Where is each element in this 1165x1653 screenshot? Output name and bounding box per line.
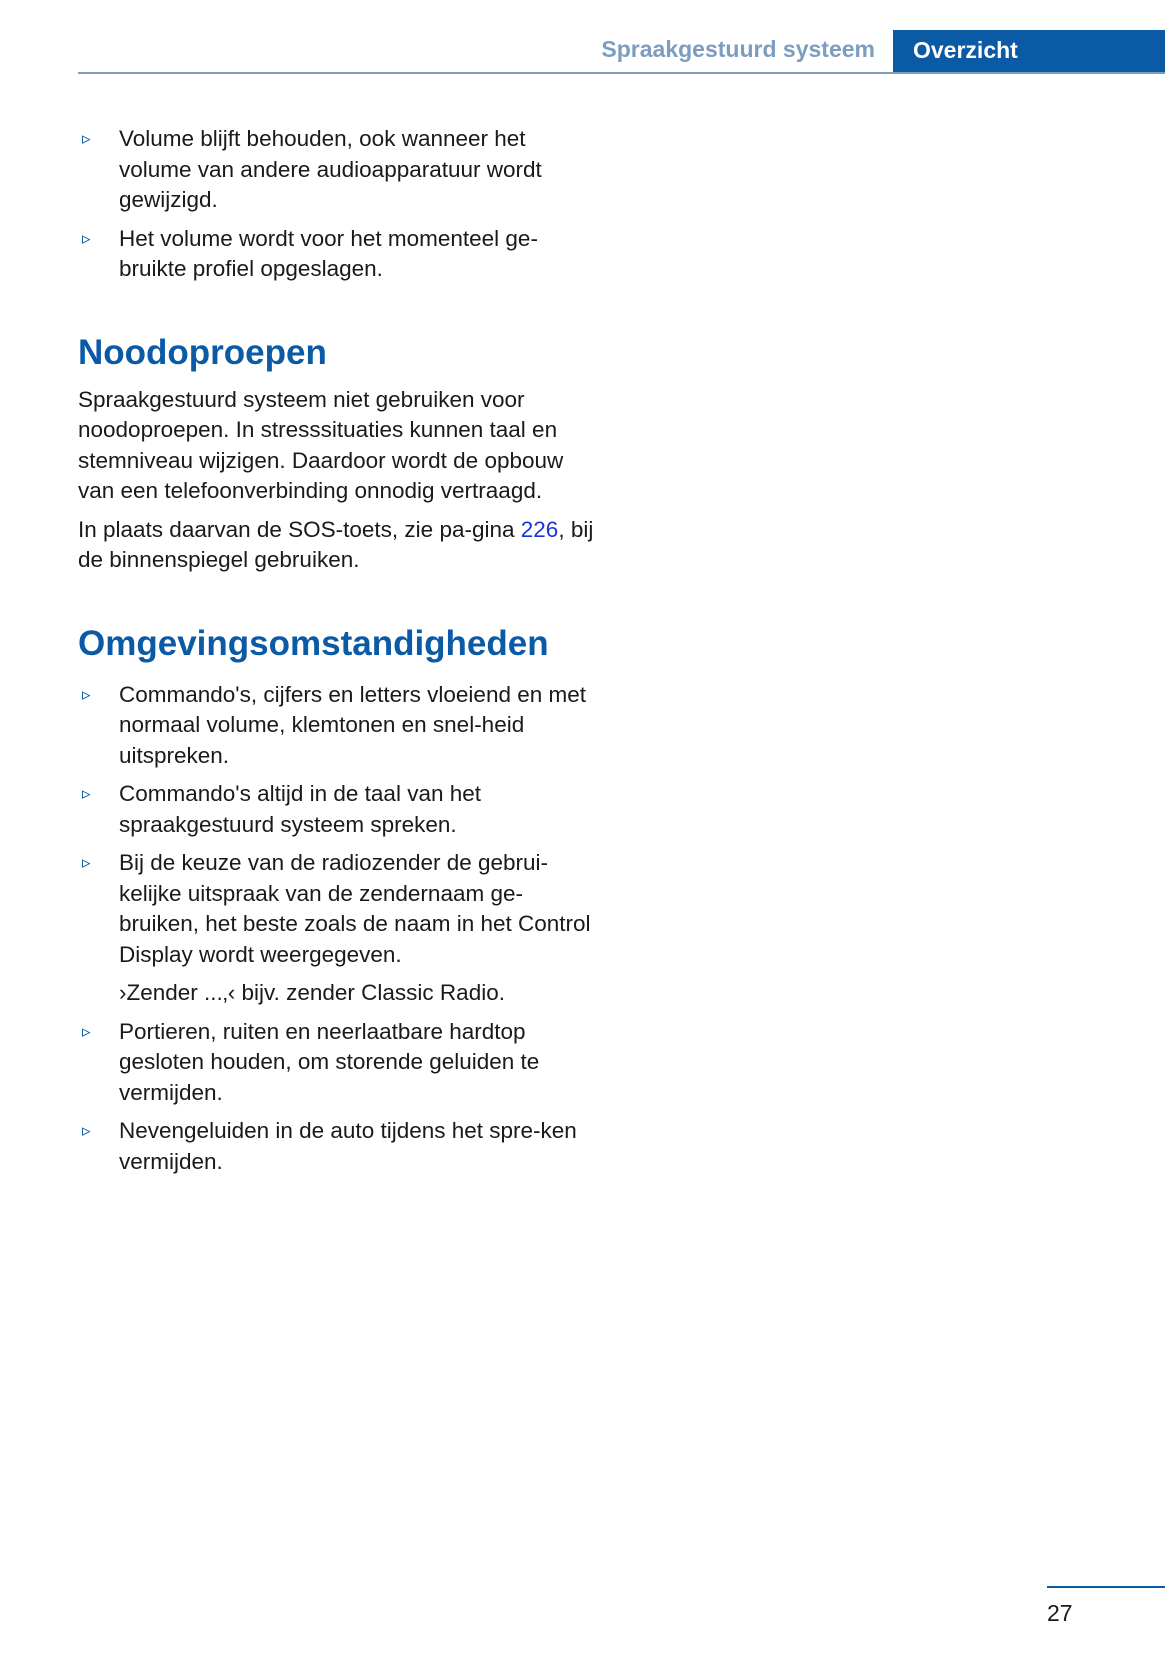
header-divider xyxy=(78,72,1165,74)
bullet-triangle-icon: ▹ xyxy=(82,684,91,704)
list-item-text: Bij de keuze van de radiozender de gebrui-kelijke uitspraak van de zendernaam ge-bruiken, het beste zoals de naam in het Control Display wordt weergegeven. xyxy=(119,850,591,967)
intro-bullet-list xyxy=(78,124,598,285)
main-column xyxy=(78,124,598,1185)
page-reference-link[interactable]: 226 xyxy=(520,516,559,542)
voice-command-example: ›Zender ...‚‹ bijv. zender Classic Radio. xyxy=(119,980,505,1005)
list-item-text: Commando's, cijfers en letters vloeiend en met normaal volume, klemtonen en snel-heid uitspreken. xyxy=(119,681,587,768)
bullet-triangle-icon: ▹ xyxy=(82,1021,91,1041)
page-number: 27 xyxy=(1047,1600,1073,1626)
list-item xyxy=(78,224,598,285)
paragraph-noodoproepen-warning: Spraakgestuurd systeem niet gebruiken voor noodoproepen. In stresssituaties kunnen taal en stemniveau wijzigen. Daardoor wordt de opbouw van een telefoonverbinding onnodig vertraagd. xyxy=(78,386,564,503)
bullet-triangle-icon: ▹ xyxy=(82,853,91,872)
list-item xyxy=(78,124,598,216)
heading-noodoproepen: Noodoproepen xyxy=(78,332,327,372)
running-header-chapter-tab: Overzicht xyxy=(893,30,1165,74)
paragraph-text: In plaats daarvan de SOS-toets, zie pa-gina xyxy=(78,516,521,542)
list-item-text: Het volume wordt voor het momenteel ge-bruikte profiel opgeslagen. xyxy=(119,225,538,281)
running-header-section: Spraakgestuurd systeem xyxy=(601,36,875,62)
list-item-text: Volume blijft behouden, ook wanneer het volume van andere audioapparatuur wordt gewijzigd. xyxy=(119,126,542,212)
bullet-triangle-icon: ▹ xyxy=(82,1121,91,1140)
list-item-text: Commando's altijd in de taal van het spraakgestuurd systeem spreken. xyxy=(119,781,481,837)
bullet-triangle-icon: ▹ xyxy=(82,228,91,248)
paragraph-text: , bij de binnenspiegel gebruiken. xyxy=(78,516,594,572)
conditions-bullet-list xyxy=(78,680,598,1178)
list-item xyxy=(78,1116,598,1177)
heading-omgevingsomstandigheden: Omgevingsomstandigheden xyxy=(78,623,549,663)
list-item xyxy=(78,1017,598,1109)
list-item xyxy=(78,779,598,840)
list-item xyxy=(78,680,598,772)
bullet-triangle-icon: ▹ xyxy=(82,129,91,148)
list-item-text: Portieren, ruiten en neerlaatbare hardtop gesloten houden, om storende geluiden te vermijden. xyxy=(119,1018,540,1105)
list-item xyxy=(78,848,598,1009)
footer-divider xyxy=(1047,1586,1165,1588)
paragraph-sos-button xyxy=(78,515,598,576)
list-item-text: Nevengeluiden in de auto tijdens het spre-ken vermijden. xyxy=(119,1118,577,1174)
bullet-triangle-icon: ▹ xyxy=(82,784,91,803)
